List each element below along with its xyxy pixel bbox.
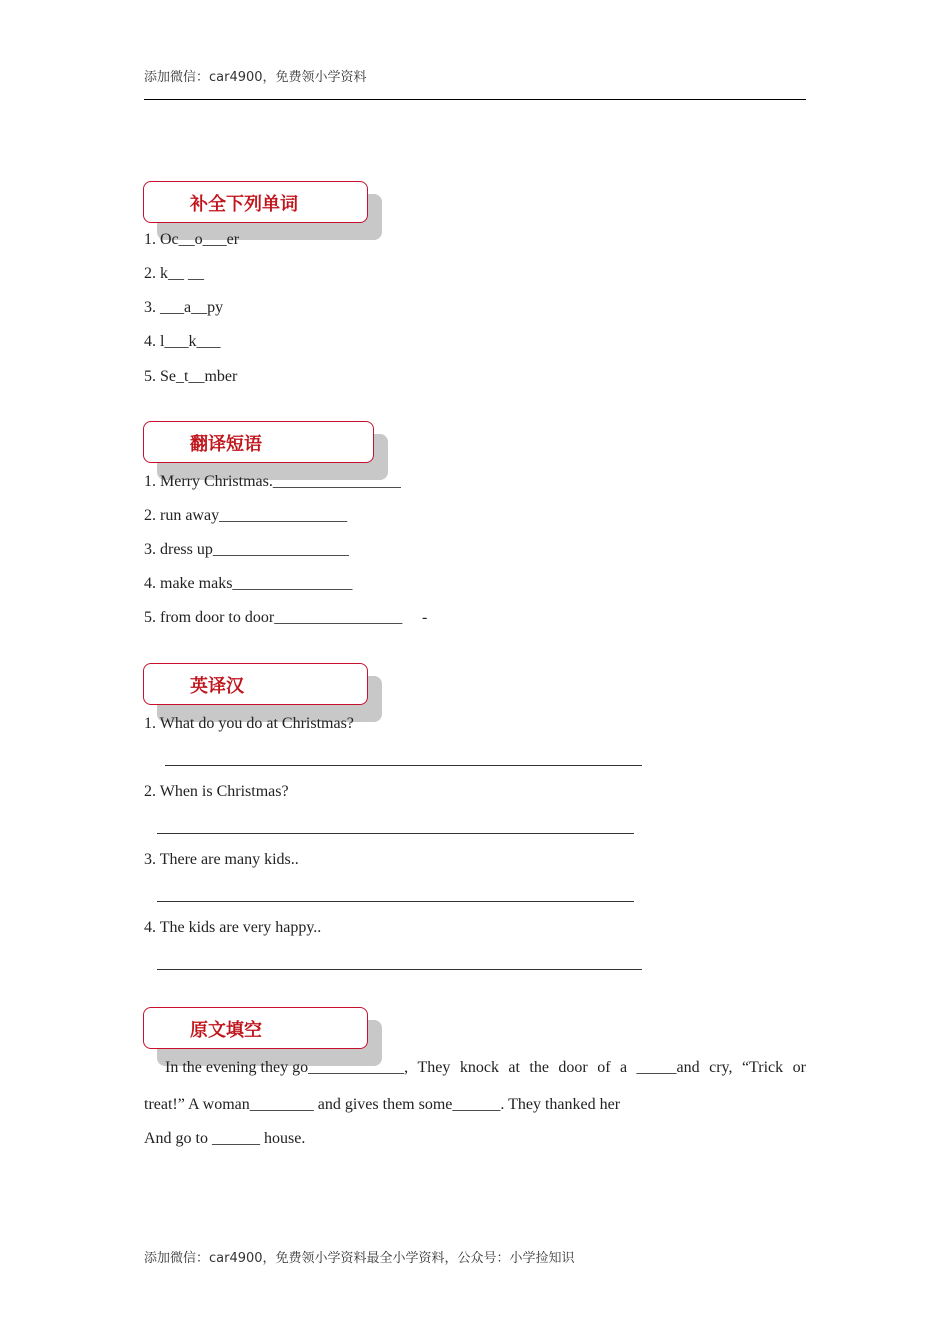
- answer-line[interactable]: [157, 833, 634, 834]
- list-item: 1. Merry Christmas.________________: [144, 473, 401, 490]
- question-text: 4. The kids are very happy..: [144, 919, 322, 936]
- paragraph-line-3: And go to ______ house.: [144, 1130, 306, 1147]
- paragraph-segment: knock: [459, 1059, 499, 1076]
- paragraph-line-2: treat!” A woman________ and gives them some______. They thanked her: [144, 1096, 621, 1113]
- paragraph-segment: or: [792, 1059, 806, 1076]
- answer-line[interactable]: [165, 765, 642, 766]
- list-item: 3. dress up_________________: [144, 541, 349, 558]
- question-text: 2. When is Christmas?: [144, 783, 289, 800]
- list-item: 2. k__ __: [144, 265, 204, 282]
- footer-text: 添加微信：car4900，免费领小学资料最全小学资料，公众号：小学捡知识: [144, 1251, 575, 1266]
- section-title: 英译汉: [190, 676, 244, 697]
- section-title: 原文填空: [190, 1020, 262, 1041]
- section-title: 翻译短语: [190, 434, 262, 455]
- section-title: 补全下列单词: [190, 194, 298, 215]
- paragraph-segment: In the evening they go____________,: [165, 1059, 409, 1076]
- answer-line[interactable]: [157, 901, 634, 902]
- paragraph-segment: “Trick: [741, 1059, 784, 1076]
- list-item: 5. Se_t__mber: [144, 368, 238, 385]
- paragraph-segment: a: [619, 1059, 628, 1076]
- list-item: 3. ___a__py: [144, 299, 224, 316]
- list-item: 4. make maks_______________: [144, 575, 353, 592]
- badge-box: [143, 663, 368, 705]
- paragraph-segment: They: [417, 1059, 451, 1076]
- paragraph-segment: the: [529, 1059, 549, 1076]
- paragraph-segment: _____and: [636, 1059, 700, 1076]
- stray-dash: -: [422, 609, 428, 626]
- paragraph-segment: cry,: [709, 1059, 733, 1076]
- paragraph-segment: at: [508, 1059, 520, 1076]
- paragraph-line-1: [165, 1059, 806, 1077]
- paragraph-segment: door: [558, 1059, 588, 1076]
- question-text: 1. What do you do at Christmas?: [144, 715, 354, 732]
- paragraph-segment: of: [597, 1059, 611, 1076]
- answer-line[interactable]: [157, 969, 642, 970]
- header-divider: [144, 99, 806, 100]
- question-text: 3. There are many kids..: [144, 851, 299, 868]
- list-item: 1. Oc__o___er: [144, 231, 240, 248]
- list-item: 2. run away________________: [144, 507, 348, 524]
- list-item: 5. from door to door________________: [144, 609, 403, 626]
- header-text: 添加微信：car4900，免费领小学资料: [144, 70, 367, 85]
- list-item: 4. l___k___: [144, 333, 221, 350]
